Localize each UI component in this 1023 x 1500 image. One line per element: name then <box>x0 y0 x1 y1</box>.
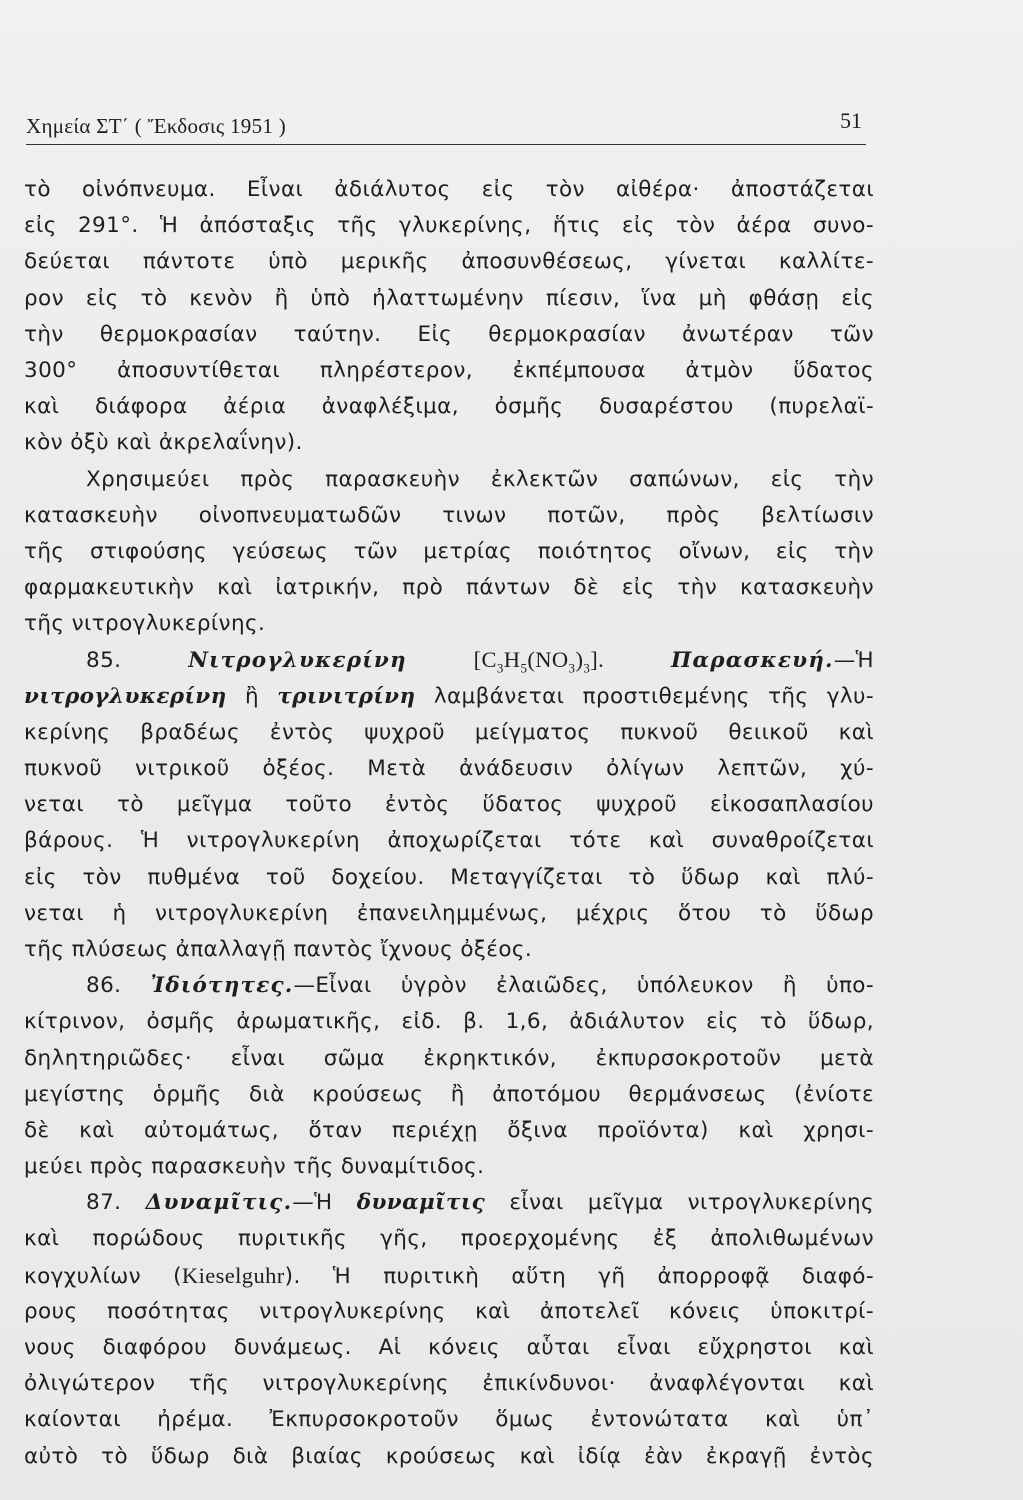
emphasized-term: νιτρογλυκερίνη <box>24 683 227 709</box>
text-line: νους διαφόρου δυνάμεως. Αἱ κόνεις αὗται εἶναι εὔχρηστοι καὶ <box>24 1335 874 1360</box>
section-title: Δυναμῖτις. <box>145 1190 293 1216</box>
text-line: τὴν θερμοκρασίαν ταύτην. Εἰς θερμοκρασίαν ἀνωτέραν τῶν <box>24 321 874 347</box>
section-87-dynamite <box>24 1185 874 1475</box>
text-line: δεύεται πάντοτε ὑπὸ μερικῆς ἀποσυνθέσεως, γίνεται καλλίτε- <box>24 249 874 275</box>
text-line: κὸν ὀξὺ καὶ ἀκρελαΐνην). <box>24 430 303 456</box>
text-line: καὶ διάφορα ἀέρια ἀναφλέξιμα, ὀσμῆς δυσαρέστου (πυρελαϊ- <box>24 394 874 420</box>
section-heading-line: 87. Δυναμῖτις.—Ἡ δυναμῖτις εἶναι μεῖγμα νιτρογλυκερίνης <box>86 1190 875 1216</box>
text-line: βάρους. Ἡ νιτρογλυκερίνη ἀποχωρίζεται τότε καὶ συναθροίζεται <box>24 828 874 854</box>
paragraph-glycerin-uses <box>24 462 874 643</box>
text-line: 300° ἀποσυντίθεται πληρέστερον, ἐκπέμπουσα ἀτμὸν ὕδατος <box>24 357 874 383</box>
text-fragment: —Ἡ <box>833 648 875 674</box>
chemical-formula: $[C_3H_5(NO_3)_3]$. <box>473 647 605 676</box>
text-line: νεται τὸ μεῖγμα τοῦτο ἐντὸς ὕδατος ψυχροῦ εἰκοσαπλασίου <box>24 792 874 818</box>
section-number: 86. <box>86 973 122 999</box>
section-number: 87. <box>86 1190 122 1216</box>
paragraph-glycerin-distillation <box>24 172 874 462</box>
text-line: αὐτὸ τὸ ὕδωρ διὰ βιαίας κρούσεως καὶ ἰδίᾳ ἐὰν ἐκραγῇ ἐντὸς <box>24 1443 874 1469</box>
body-text <box>24 172 874 1475</box>
text-line: πυκνοῦ νιτρικοῦ ὀξέος. Μετὰ ἀνάδευσιν ὀλίγων λεπτῶν, χύ- <box>24 756 874 781</box>
text-line: δὲ καὶ αὐτομάτως, ὅταν περιέχῃ ὄξινα προϊόντα) καὶ χρησι- <box>24 1117 874 1143</box>
text-line: εἰς τὸν πυθμένα τοῦ δοχείου. Μεταγγίζεται τὸ ὕδωρ καὶ πλύ- <box>24 864 874 890</box>
emphasized-term: τρινιτρίνη <box>277 683 416 709</box>
text-line: κογχυλίων (Kieselguhr). Ἡ πυριτικὴ αὕτη γῆ ἀπορροφᾷ διαφό- <box>24 1262 874 1289</box>
text-line: εἰς 291°. Ἡ ἀπόσταξις τῆς γλυκερίνης, ἥτις εἰς τὸν ἀέρα συνο- <box>24 213 874 239</box>
text-line: τῆς στιφούσης γεύσεως τῶν μετρίας ποιότητος οἴνων, εἰς τὴν <box>24 538 874 564</box>
text-line: κερίνης βραδέως ἐντὸς ψυχροῦ μείγματος πυκνοῦ θειικοῦ καὶ <box>24 719 874 745</box>
page-number: 51 <box>840 108 862 133</box>
section-heading-line <box>24 642 874 678</box>
text-line: τῆς νιτρογλυκερίνης. <box>24 611 266 637</box>
text-line: Χρησιμεύει πρὸς παρασκευὴν ἐκλεκτῶν σαπώνων, εἰς τὴν <box>86 466 874 492</box>
section-85-nitroglycerin <box>24 642 874 968</box>
section-subtitle: Παρασκευή. <box>670 648 834 674</box>
text-line: τὸ οἰνόπνευμα. Εἶναι ἀδιάλυτος εἰς τὸν αἰθέρα· ἀποστάζεται <box>24 177 874 202</box>
section-number: 85. <box>86 648 122 674</box>
text-line: δηλητηριῶδες· εἶναι σῶμα ἐκρηκτικόν, ἐκπυρσοκροτοῦν μετὰ <box>24 1045 874 1071</box>
text-line: καὶ πορώδους πυριτικῆς γῆς, προερχομένης ἐξ ἀπολιθωμένων <box>24 1226 874 1252</box>
emphasized-term: δυναμῖτις <box>356 1190 486 1216</box>
latin-term: Kieselguhr <box>181 1262 285 1288</box>
running-header <box>26 108 866 145</box>
text-line: νιτρογλυκερίνη ἢ τρινιτρίνη λαμβάνεται προστιθεμένης τῆς γλυ- <box>24 683 875 709</box>
text-line: κατασκευὴν οἰνοπνευματωδῶν τινων ποτῶν, πρὸς βελτίωσιν <box>24 502 874 528</box>
text-line: μεγίστης ὁρμῆς διὰ κρούσεως ἢ ἀποτόμου θερμάνσεως (ἐνίοτε <box>24 1081 874 1107</box>
section-title: Νιτρογλυκερίνη <box>188 648 407 674</box>
text-line: φαρμακευτικὴν καὶ ἰατρικήν, πρὸ πάντων δὲ εἰς τὴν κατασκευὴν <box>24 575 874 601</box>
section-title: Ἰδιότητες. <box>150 973 294 999</box>
text-line: ὀλιγώτερον τῆς νιτρογλυκερίνης ἐπικίνδυνοι· ἀναφλέγονται καὶ <box>24 1371 874 1397</box>
running-title: Χημεία ΣΤ΄ ( Ἔκδοσις 1951 ) <box>26 114 287 138</box>
text-line: μεύει πρὸς παρασκευὴν τῆς δυναμίτιδος. <box>24 1154 485 1180</box>
text-line: τῆς πλύσεως ἀπαλλαγῇ παντὸς ἴχνους ὀξέος. <box>24 936 533 962</box>
section-heading-line: 86. Ἰδιότητες.—Εἶναι ὑγρὸν ἐλαιῶδες, ὑπόλευκον ἢ ὑπο- <box>86 973 875 999</box>
text-line: κίτρινον, ὀσμῆς ἀρωματικῆς, εἰδ. β. 1,6, ἀδιάλυτον εἰς τὸ ὕδωρ, <box>24 1009 874 1035</box>
text-line: νεται ἡ νιτρογλυκερίνη ἐπανειλημμένως, μέχρις ὅτου τὸ ὕδωρ <box>24 900 874 926</box>
text-line: ρους ποσότητας νιτρογλυκερίνης καὶ ἀποτελεῖ κόνεις ὑποκιτρί- <box>24 1298 874 1324</box>
section-86-properties <box>24 968 874 1185</box>
text-line: ρον εἰς τὸ κενὸν ἢ ὑπὸ ἠλαττωμένην πίεσιν, ἵνα μὴ φθάσῃ εἰς <box>24 285 874 311</box>
text-line: καίονται ἠρέμα. Ἐκπυρσοκροτοῦν ὅμως ἐντονώτατα καὶ ὑπ᾽ <box>24 1407 874 1433</box>
